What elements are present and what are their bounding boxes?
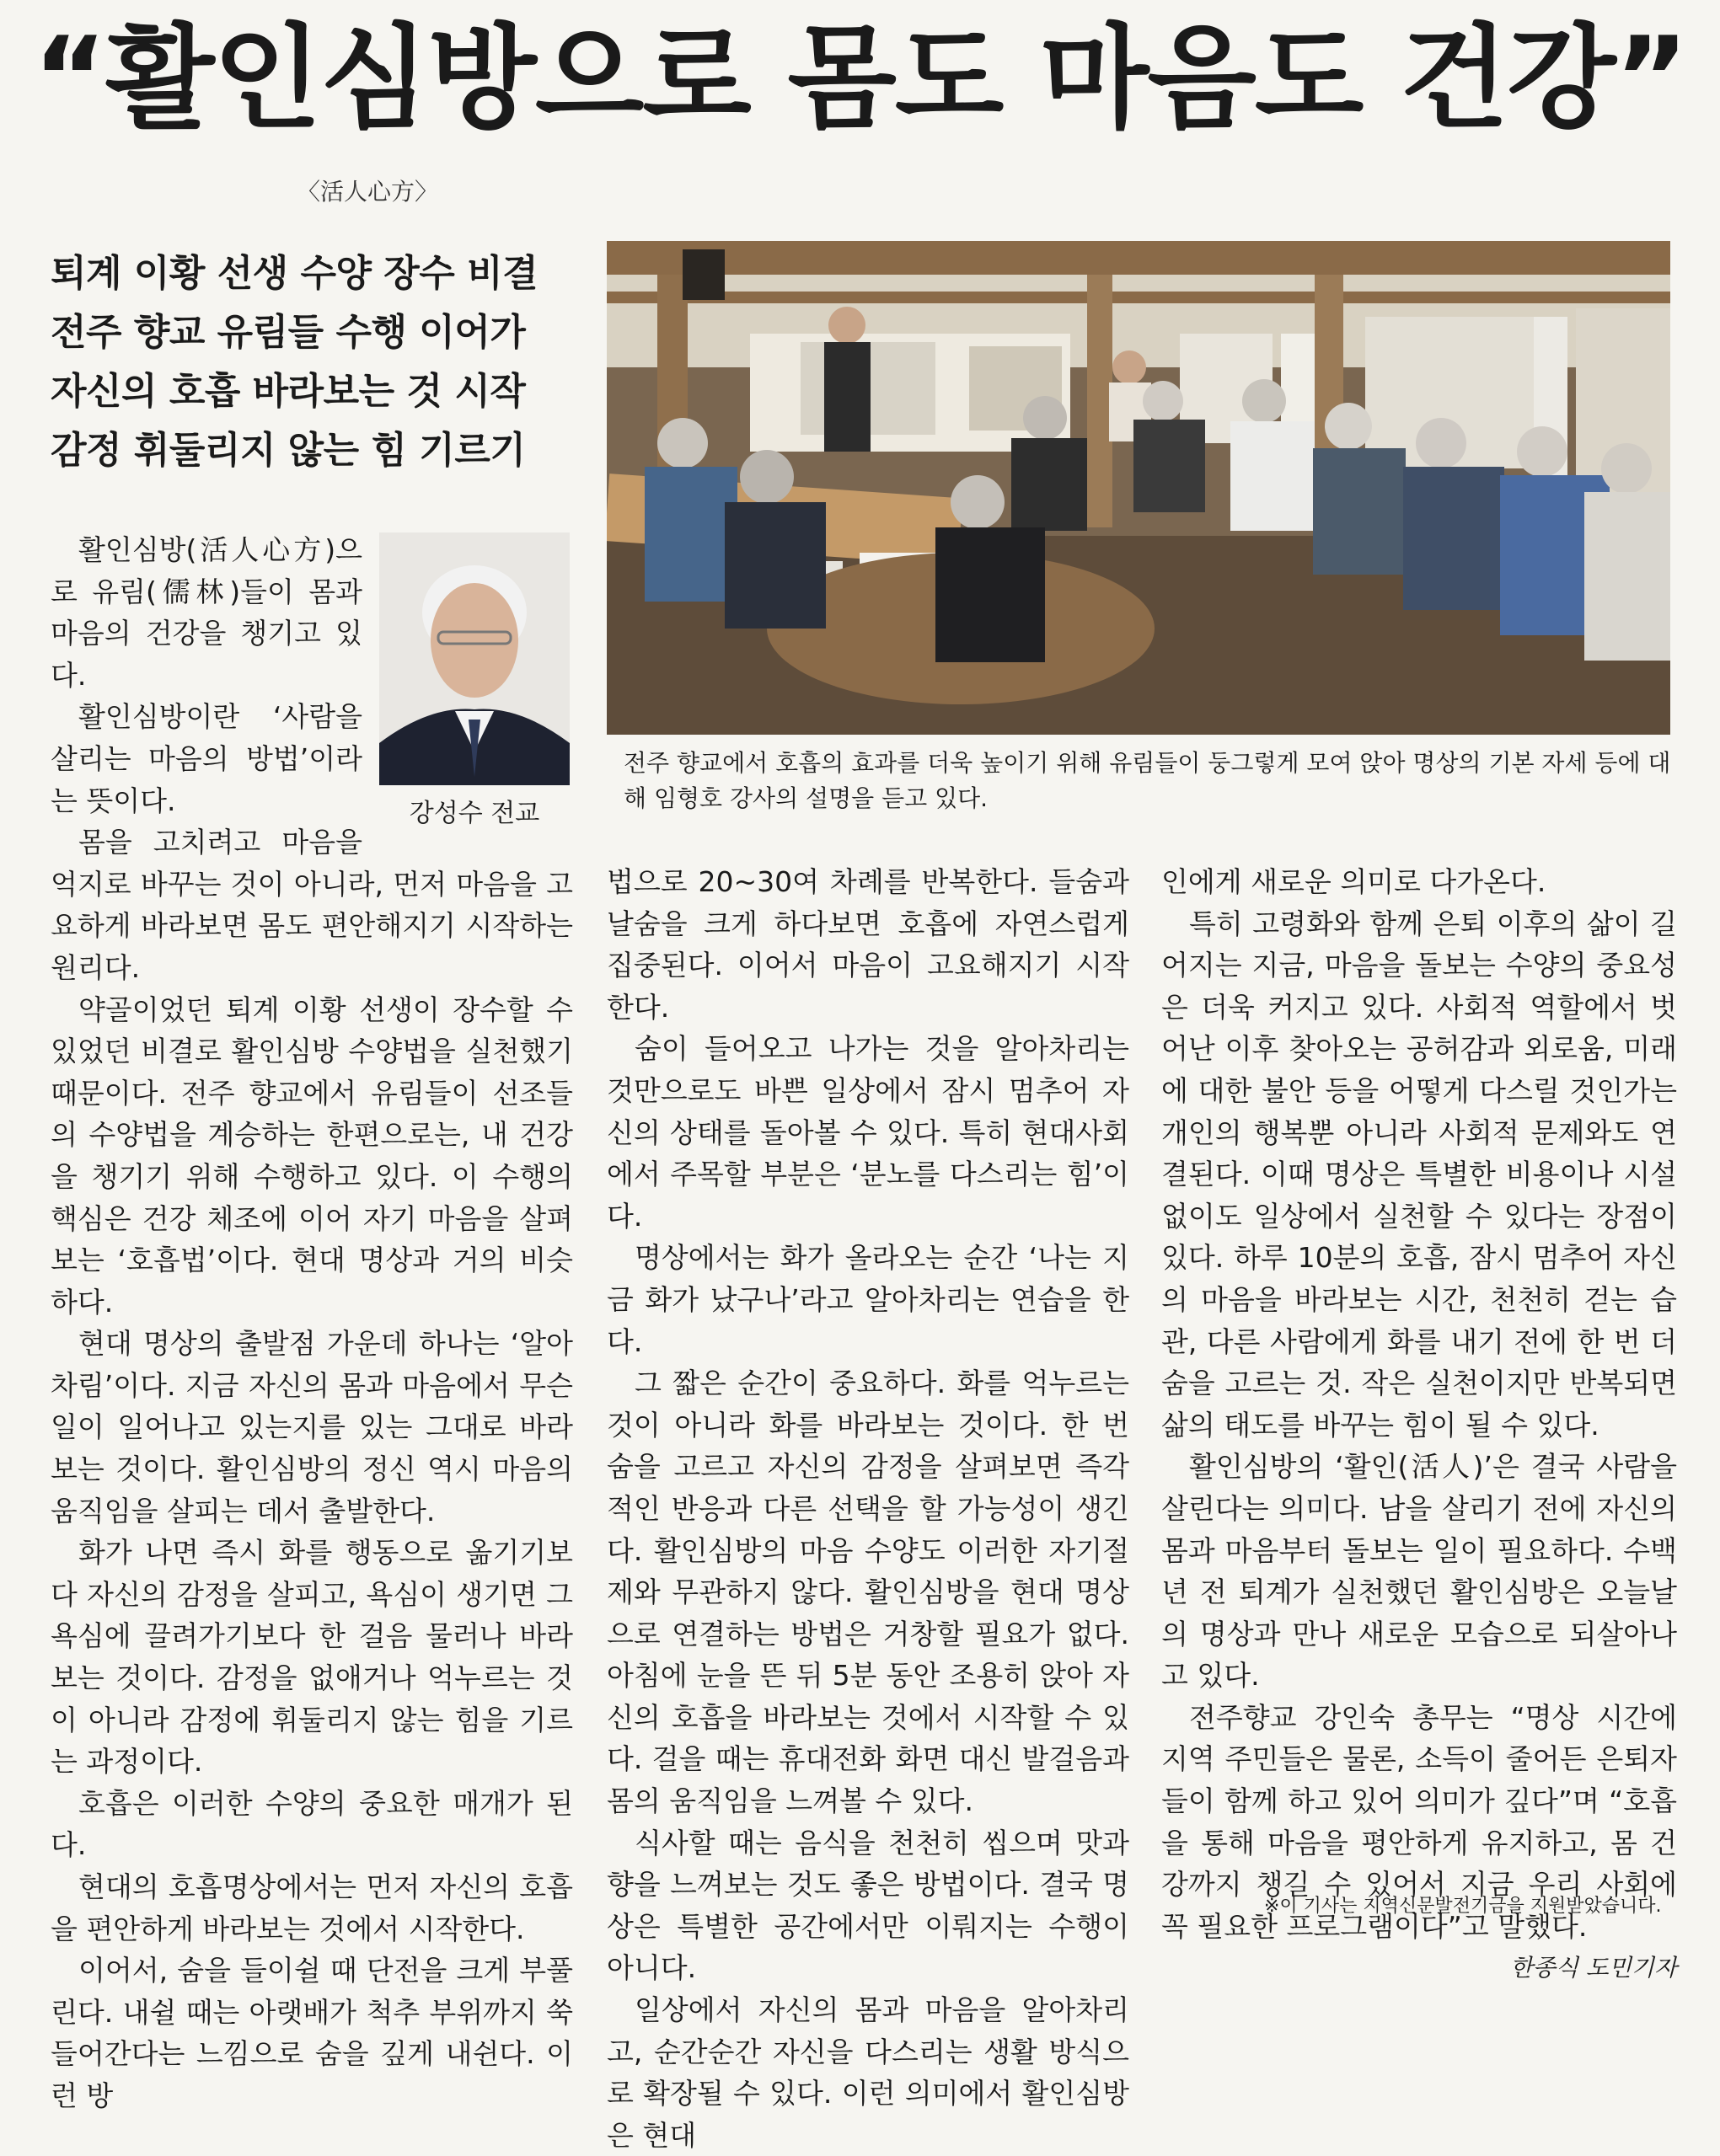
paragraph: 활인심방(活人心方)으로 유림(儒林)들이 몸과 마음의 건강을 챙기고 있다. [51, 533, 362, 692]
paragraph: 전주향교 강인숙 총무는 “명상 시간에 지역 주민들은 물론, 소득이 줄어든 은퇴자들이 함께 하고 있어 의미가 깊다”며 “호흡을 통해 마음을 평안하게 유지하고, 몸 건강까지 챙길 수 있어서 지금 우리 사회에 꼭 필요한 프로그램이다”고 말했다. [1161, 1700, 1677, 1943]
paragraph: 식사할 때는 음식을 천천히 씹으며 맛과 향을 느껴보는 것도 좋은 방법이다. 결국 명상은 특별한 공간에서만 이뤄지는 수행이 아니다. [607, 1826, 1129, 1985]
headline: “활인심방으로 몸도 마음도 건강” [33, 13, 1687, 144]
paragraph: 활인심방의 ‘활인(活人)’은 결국 사람을 살린다는 의미다. 남을 살리기 전에 자신의 몸과 마음부터 돌보는 일이 필요하다. 수백 년 전 퇴계가 실천했던 활인심방은 오늘날의 명상과 만나 새로운 모습으로 되살아나고 있다. [1161, 1450, 1677, 1693]
paragraph: 약골이었던 퇴계 이황 선생이 장수할 수 있었던 비결로 활인심방 수양법을 실천했기 때문이다. 전주 향교에서 유림들이 선조들의 수양법을 계승하는 한편으로는, 내 건강을 챙기기 위해 수행하고 있다. 이 수행의 핵심은 건강 체조에 이어 자기 마음을 살펴보는 ‘호흡법’이다. 현대 명상과 거의 비슷하다. [51, 992, 573, 1319]
portrait-spacer [362, 529, 573, 849]
paragraph: 호흡은 이러한 수양의 중요한 매개가 된다. [51, 1786, 573, 1862]
article-column-1 [51, 529, 573, 2117]
portrait-caption: 강성수 전교 [409, 799, 540, 828]
paragraph: 인에게 새로운 의미로 다가온다. [1161, 865, 1546, 898]
subhead-2: 전주 향교 유림들 수행 이어가 [51, 311, 526, 354]
subhead-4: 감정 휘둘리지 않는 힘 기르기 [51, 429, 526, 472]
paragraph: 현대 명상의 출발점 가운데 하나는 ‘알아차림’이다. 지금 자신의 몸과 마음에서 무슨 일이 일어나고 있는지를 있는 그대로 바라보는 것이다. 활인심방의 정신 역시 마음의 움직임을 살피는 데서 출발한다. [51, 1327, 573, 1527]
paragraph: 일상에서 자신의 몸과 마음을 알아차리고, 순간순간 자신을 다스리는 생활 방식으로 확장될 수 있다. 이런 의미에서 활인심방은 현대 [607, 1993, 1129, 2152]
article-column-3 [1161, 861, 1677, 1989]
paragraph: 명상에서는 화가 올라오는 순간 ‘나는 지금 화가 났구나’라고 알아차리는 연습을 한다. [607, 1241, 1129, 1358]
paragraph: 몸을 고치려고 마음을 억지로 바꾸는 것이 아니라, 먼저 마음을 고요하게 바라보면 몸도 편안해지기 시작하는 원리다. [51, 826, 573, 984]
meditation-class-photo [607, 241, 1670, 735]
paragraph: 그 짧은 순간이 중요하다. 화를 억누르는 것이 아니라 화를 바라보는 것이다. 한 번 숨을 고르고 자신의 감정을 살펴보면 즉각적인 반응과 다른 선택을 할 가능성이 생긴다. 활인심방의 마음 수양도 이러한 자기절제와 무관하지 않다. 활인심방을 현대 명상으로 연결하는 방법은 거창할 필요가 없다. 아침에 눈을 뜬 뒤 5분 동안 조용히 앉아 자신의 호흡을 바라보는 것에서 시작할 수 있다. 걸을 때는 휴대전화 화면 대신 발걸음과 몸의 움직임을 느껴볼 수 있다. [607, 1367, 1129, 1818]
subhead-3: 자신의 호흡 바라보는 것 시작 [51, 370, 526, 413]
photo-caption: 전주 향교에서 호흡의 효과를 더욱 높이기 위해 유림들이 둥그렇게 모여 앉아 명상의 기본 자세 등에 대해 임형호 강사의 설명을 듣고 있다. [624, 749, 1671, 812]
subhead-1: 퇴계 이황 선생 수양 장수 비결 [51, 252, 539, 295]
byline: 한종식 도민기자 [1509, 1954, 1677, 1982]
paragraph: 숨이 들어오고 나가는 것을 알아차리는 것만으로도 바쁜 일상에서 잠시 멈추어 자신의 상태를 돌아볼 수 있다. 특히 현대사회에서 주목할 부분은 ‘분노를 다스리는 힘’이다. [607, 1032, 1129, 1233]
paragraph: 이어서, 숨을 들이쉴 때 단전을 크게 부풀린다. 내쉴 때는 아랫배가 척추 부위까지 쑥 들어간다는 느낌으로 숨을 깊게 내쉰다. 이런 방 [51, 1954, 573, 2112]
paragraph: 화가 나면 즉시 화를 행동으로 옮기기보다 자신의 감정을 살피고, 욕심이 생기면 그 욕심에 끌려가기보다 한 걸음 물러나 바라보는 것이다. 감정을 없애거나 억누르는 것이 아니라 감정에 휘둘리지 않는 힘을 기르는 과정이다. [51, 1536, 573, 1779]
paragraph: 활인심방이란 ‘사람을 살리는 마음의 방법’이라는 뜻이다. [51, 700, 362, 817]
paragraph: 특히 고령화와 함께 은퇴 이후의 삶이 길어지는 지금, 마음을 돌보는 수양의 중요성은 더욱 커지고 있다. 사회적 역할에서 벗어난 이후 찾아오는 공허감과 외로움, 미래에 대한 불안 등을 어떻게 다스릴 것인가는 개인의 행복뿐 아니라 사회적 문제와도 연결된다. 이때 명상은 특별한 비용이나 시설 없이도 일상에서 실천할 수 있다는 장점이 있다. 하루 10분의 호흡, 잠시 멈추어 자신의 마음을 바라보는 시간, 천천히 걷는 습관, 다른 사람에게 화를 내기 전에 한 번 더 숨을 고르는 것. 작은 실천이지만 반복되면 삶의 태도를 바꾸는 힘이 될 수 있다. [1161, 907, 1677, 1442]
footnote: ※이 기사는 지역신문발전기금을 지원받았습니다. [1264, 1896, 1662, 1917]
headline-hanja: 〈活人心方〉 [297, 178, 439, 206]
paragraph: 법으로 20~30여 차례를 반복한다. 들숨과 날숨을 크게 하다보면 호흡에 자연스럽게 집중된다. 이어서 마음이 고요해지기 시작한다. [607, 865, 1129, 1024]
paragraph: 현대의 호흡명상에서는 먼저 자신의 호흡을 편안하게 바라보는 것에서 시작한다. [51, 1870, 573, 1945]
subheads [51, 244, 590, 480]
article-column-2 [607, 861, 1129, 2156]
